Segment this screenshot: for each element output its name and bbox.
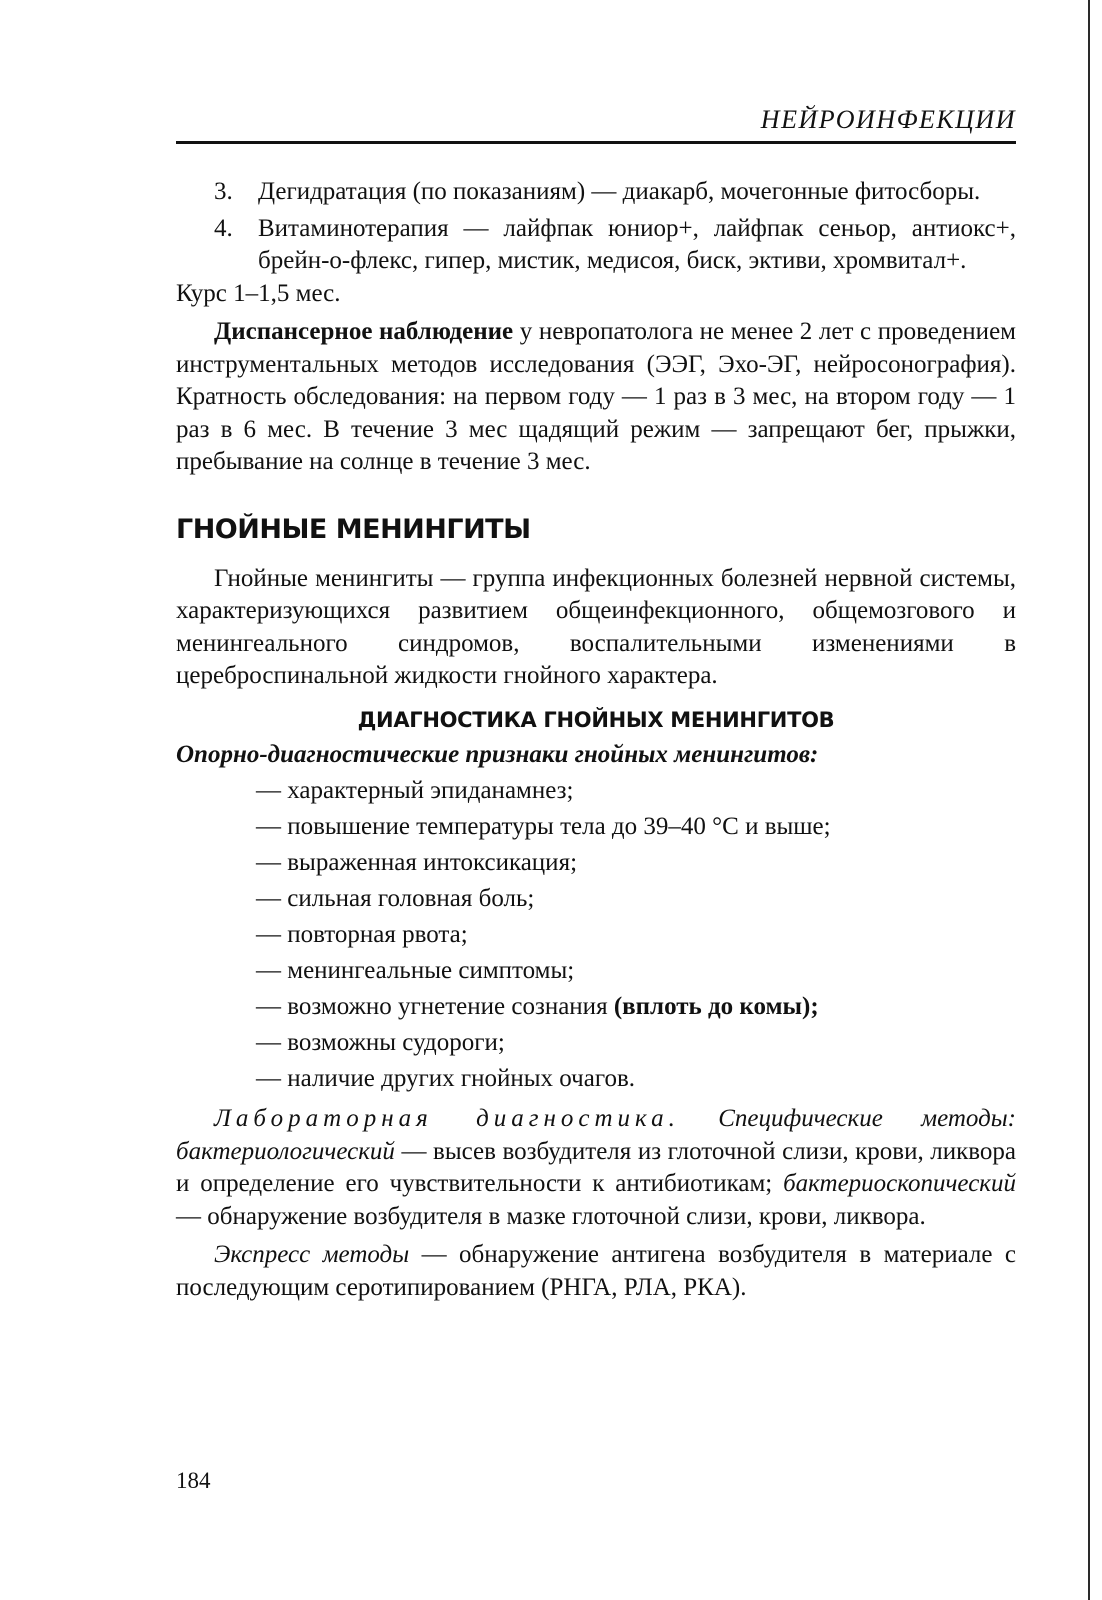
lab-paragraph xyxy=(176,1103,1016,1233)
signs-list xyxy=(176,773,1016,1097)
express-label: Экспресс методы xyxy=(214,1241,410,1268)
express-paragraph xyxy=(176,1239,1016,1304)
item-number: 3. xyxy=(214,178,233,205)
item-text: Дегидратация (по показаниям) — диакарб, мочегонные фитосборы. xyxy=(258,178,981,205)
list-item xyxy=(256,989,1016,1025)
bacteriological-label: бактериологический xyxy=(176,1137,395,1165)
express-text: — обнаружение антигена возбудителя в материале с последующим серотипированием (РНГА, РЛА, РКА). xyxy=(176,1241,1016,1301)
dispensary-paragraph xyxy=(176,316,1016,479)
list-item: — характерный эпиданамнез; xyxy=(256,777,574,804)
list-item: — повторная рвота; xyxy=(256,921,468,948)
sign-coma-bold: (вплоть до комы); xyxy=(613,993,819,1020)
bacteriological-text: — высев возбудителя из глоточной слизи, крови, ликвора и определение его чувствительности к антибиотикам; xyxy=(176,1137,1016,1197)
diagnostics-title: ДИАГНОСТИКА ГНОЙНЫХ МЕНИНГИТОВ xyxy=(357,707,835,732)
sign-coma-text: — возможно угнетение сознания xyxy=(256,993,614,1020)
signs-heading: Опорно-диагностические признаки гнойных менингитов: xyxy=(176,740,819,768)
list-item: — выраженная интоксикация; xyxy=(256,849,578,876)
course-duration: Курс 1–1,5 мес. xyxy=(176,279,341,307)
list-item: — наличие других гнойных очагов. xyxy=(256,1065,636,1092)
dispensary-text: у невропатолога не менее 2 лет с проведением инструментальных методов исследования (ЭЭГ, Эхо-ЭГ, нейросонография). Кратность обследования: на первом году — 1 раз в 3 мес, на втором году — 1 раз в 6 мес. В течение 3 мес щадящий режим — запрещают бег, прыжки, пребывание на солнце в течение 3 мес. xyxy=(176,318,1016,475)
list-item: — повышение температуры тела до 39–40 °С и выше; xyxy=(256,813,831,840)
list-item: — возможны судороги; xyxy=(256,1029,505,1056)
bacterioscopic-text: — обнаружение возбудителя в мазке глоточной слизи, крови, ликвора. xyxy=(176,1202,926,1230)
treatment-item xyxy=(214,213,1016,278)
list-item: — менингеальные симптомы; xyxy=(256,957,575,984)
page-body xyxy=(176,176,1016,1304)
treatment-item xyxy=(214,176,1016,209)
dispensary-lead: Диспансерное наблюдение xyxy=(214,318,514,345)
specific-methods-lead: Специфические методы: xyxy=(679,1105,1017,1132)
list-item: — сильная головная боль; xyxy=(256,885,535,912)
header-rule xyxy=(176,141,1016,144)
definition-paragraph: Гнойные менингиты — группа инфекционных болезней нервной системы, характеризующихся развитием общеинфекционного, общемозгового и менингеального синдромов, воспалительными изменениями в цереброспинальной жидкости гнойного характера. xyxy=(176,564,1016,689)
item-text: Витаминотерапия — лайфпак юниор+, лайфпак сеньор, антиокс+, брейн-о-флекс, гипер, мистик, медисоя, биск, эктиви, хромвитал+. xyxy=(258,214,1016,274)
running-head: НЕЙРОИНФЕКЦИИ xyxy=(760,105,1016,134)
section-title: ГНОЙНЫЕ МЕНИНГИТЫ xyxy=(176,513,531,545)
lab-lead: Лабораторная диагностика. xyxy=(214,1105,680,1132)
scan-edge-line xyxy=(1088,0,1090,1600)
bacterioscopic-label: бактериоскопический xyxy=(783,1170,1016,1197)
page-number: 184 xyxy=(176,1468,211,1493)
item-number: 4. xyxy=(214,214,233,242)
